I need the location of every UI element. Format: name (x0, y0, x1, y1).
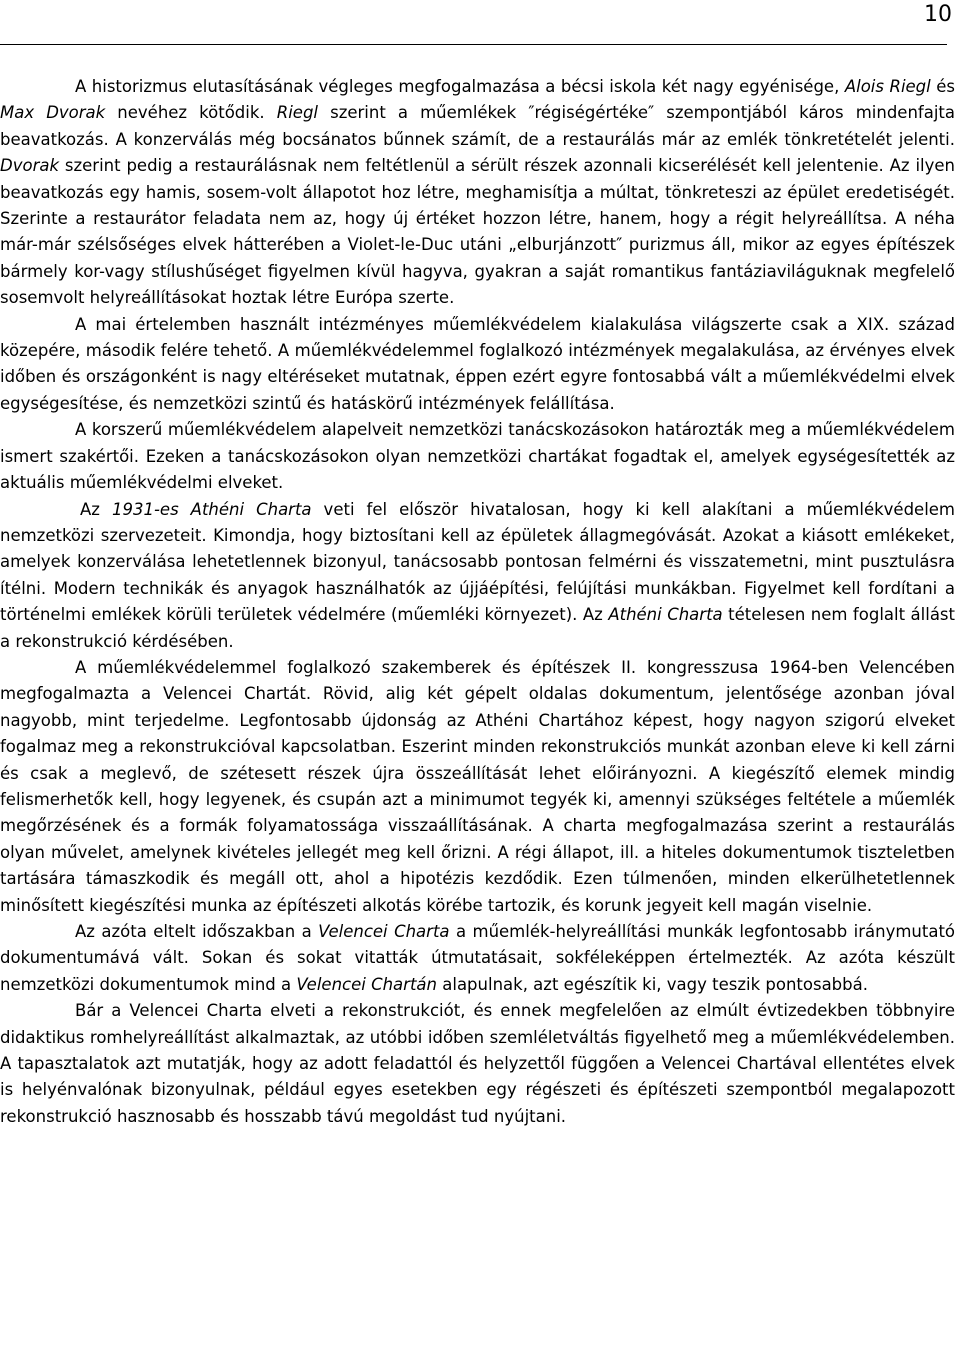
text-run: A műemlékvédelemmel foglalkozó szakemberek és építészek II. kongresszusa 1964-ben Velencében megfogalmazta a Velencei Chartát. Rövid, alig két gépelt oldalas dokumentum, jelentősége azonban jóval nagyobb, mint terjedelme. Legfontosabb újdonság az Athéni Chartához képest, hogy nagyon szigorú elveket fogalmaz meg a rekonstrukcióval kapcsolatban. Eszerint minden rekonstrukciós munkát azonban eleve ki kell zárni és csak a meglevő, de szétesett részek újra összeállítását lehet előirányozni. A kiegészítő elemek mindig felismerhetők kell, hogy legyenek, és csupán azt a minimumot tegyék ki, amennyi szükséges feltétele a műemlék megőrzésének és a formák folyamatossága visszaállításának. A charta megfogalmazása szerint a restaurálás olyan művelet, amelynek kivételes jellegét meg kell őrizni. A régi állapot, ill. a hiteles dokumentumok tiszteletben tartására támaszkodik és megáll ott, ahol a hipotézis kezdődik. Ezen túlmenően, minden elkerülhetetlennek minősített kiegészítési munka az építészeti alkotás körébe tartozik, és korunk jegyeit kell magán viselnie. (0, 657, 955, 915)
text-run: és (930, 77, 955, 96)
paragraph (0, 655, 955, 919)
text-run: tételesen nem foglalt állást a rekonstrukció kérdésében. (0, 605, 955, 651)
text-run: szerint pedig a restaurálásnak nem feltétlenül a sérült részek azonnali kicserélését kell jelentenie. Az ilyen beavatkozás egy hamis, sosem-volt állapotot hoz létre, meghamisítja a múltat, tönkreteszi az épület eredetiségét. Szerinte a restaurátor feladata nem az, hogy új értéket hozzon létre, hanem, hogy a régit helyreállítsa. A néha már-már szélsőséges elvek hátterében a Violet-le-Duc utáni „elburjánzott″ purizmus áll, mikor az egyes építészek bármely kor-vagy stílushűséget figyelmen kívül hagyva, gyakran a saját romantikus fantáziaviláguknak megfelelő sosemvolt helyreállításokat hoztak létre Európa szerte. (0, 156, 955, 308)
text-run: Az (80, 499, 112, 519)
text-run: veti fel először hivatalosan, hogy ki kell alakítani a műemlékvédelem nemzetközi szervezeteit. Kimondja, hogy biztosítani kell az épületek állagmegóvását. Azokat a kiásott emlékeket, amelyek konzerválása lehetetlennek bizonyul, tanácsosabb pontosan felmérni és visszatemetni, mint pusztulásra ítélni. Modern technikák és anyagok használhatók az újjáépítési, felújítási munkákban. Figyelmet kell fordítani a történelmi emlékek körüli területek védelmére (műemléki környezet). Az (0, 499, 955, 625)
text-run: Bár a Velencei Charta elveti a rekonstrukciót, és ennek megfelelően az elmúlt évtizedekben többnyire didaktikus romhelyreállítást alkalmaztak, az utóbbi időben szemléletváltás figyelhető meg a műemlékvédelemben. A tapasztalatok azt mutatják, hogy az adott feladattól és helyzettől függően a Velencei Chartával ellentétes elvek is helyénvalónak bizonyulnak, például egyes esetekben egy régészeti és építészeti szempontból megalapozott rekonstrukció hasznosabb és hosszabb távú megoldást tud nyújtani. (0, 1001, 955, 1126)
header-rule (0, 44, 947, 45)
paragraph (0, 417, 955, 496)
italic-text: Riegl (276, 103, 319, 123)
text-run: A mai értelemben használt intézményes műemlékvédelem kialakulása világszerte csak a XIX. század közepére, második felére tehető. A műemlékvédelemmel foglalkozó intézmények megalakulása, az érvényes elvek időben és országonként is nagy eltéréseket mutatnak, éppen ezért egyre fontosabbá vált a műemlékvédelmi elvek egységesítése, és nemzetközi szintű és hatáskörű intézmények felállítása. (0, 314, 955, 413)
italic-text: Dvorak (0, 156, 60, 176)
paragraph (0, 74, 955, 312)
text-run: nevéhez kötődik. (105, 103, 277, 123)
italic-text: Velencei Charta (318, 922, 450, 941)
page-number: 10 (924, 2, 952, 27)
text-run: alapulnak, azt egészítik ki, vagy teszik pontosabbá. (437, 974, 868, 994)
paragraph (0, 998, 955, 1130)
text-run: Az azóta eltelt időszakban a (75, 922, 319, 941)
paragraph (0, 312, 955, 418)
italic-text: Max Dvorak (0, 103, 106, 123)
paragraph (0, 919, 955, 998)
italic-text: Velencei Chartán (296, 974, 437, 994)
italic-text: Alois Riegl (844, 77, 931, 96)
paragraph (0, 497, 955, 655)
italic-text: Athéni Charta (608, 605, 723, 625)
italic-text: 1931-es Athéni Charta (111, 499, 312, 519)
text-run: szerint a műemlékek ″régiségértéke″ szempontjából káros mindenfajta beavatkozás. A konzerválás még bocsánatos bűnnek számít, de a restaurálás már az emlék tönkretételét jelenti. (0, 103, 956, 149)
text-run: A korszerű műemlékvédelem alapelveit nemzetközi tanácskozásokon határozták meg a műemlékvédelem ismert szakértői. Ezeken a tanácskozásokon olyan nemzetközi chartákat fogadtak el, amelyek egységesítették az aktuális műemlékvédelmi elveket. (0, 420, 955, 493)
text-run: a műemlék-helyreállítási munkák legfontosabb iránymutató dokumentumává vált. Sokan és sokat vitatták útmutatásait, sokféleképpen értelmezték. Az azóta készült nemzetközi dokumentumok mind a (0, 922, 956, 994)
text-run: A historizmus elutasításának végleges megfogalmazása a bécsi iskola két nagy egyénisége, (75, 77, 845, 96)
document-body (0, 74, 955, 1130)
